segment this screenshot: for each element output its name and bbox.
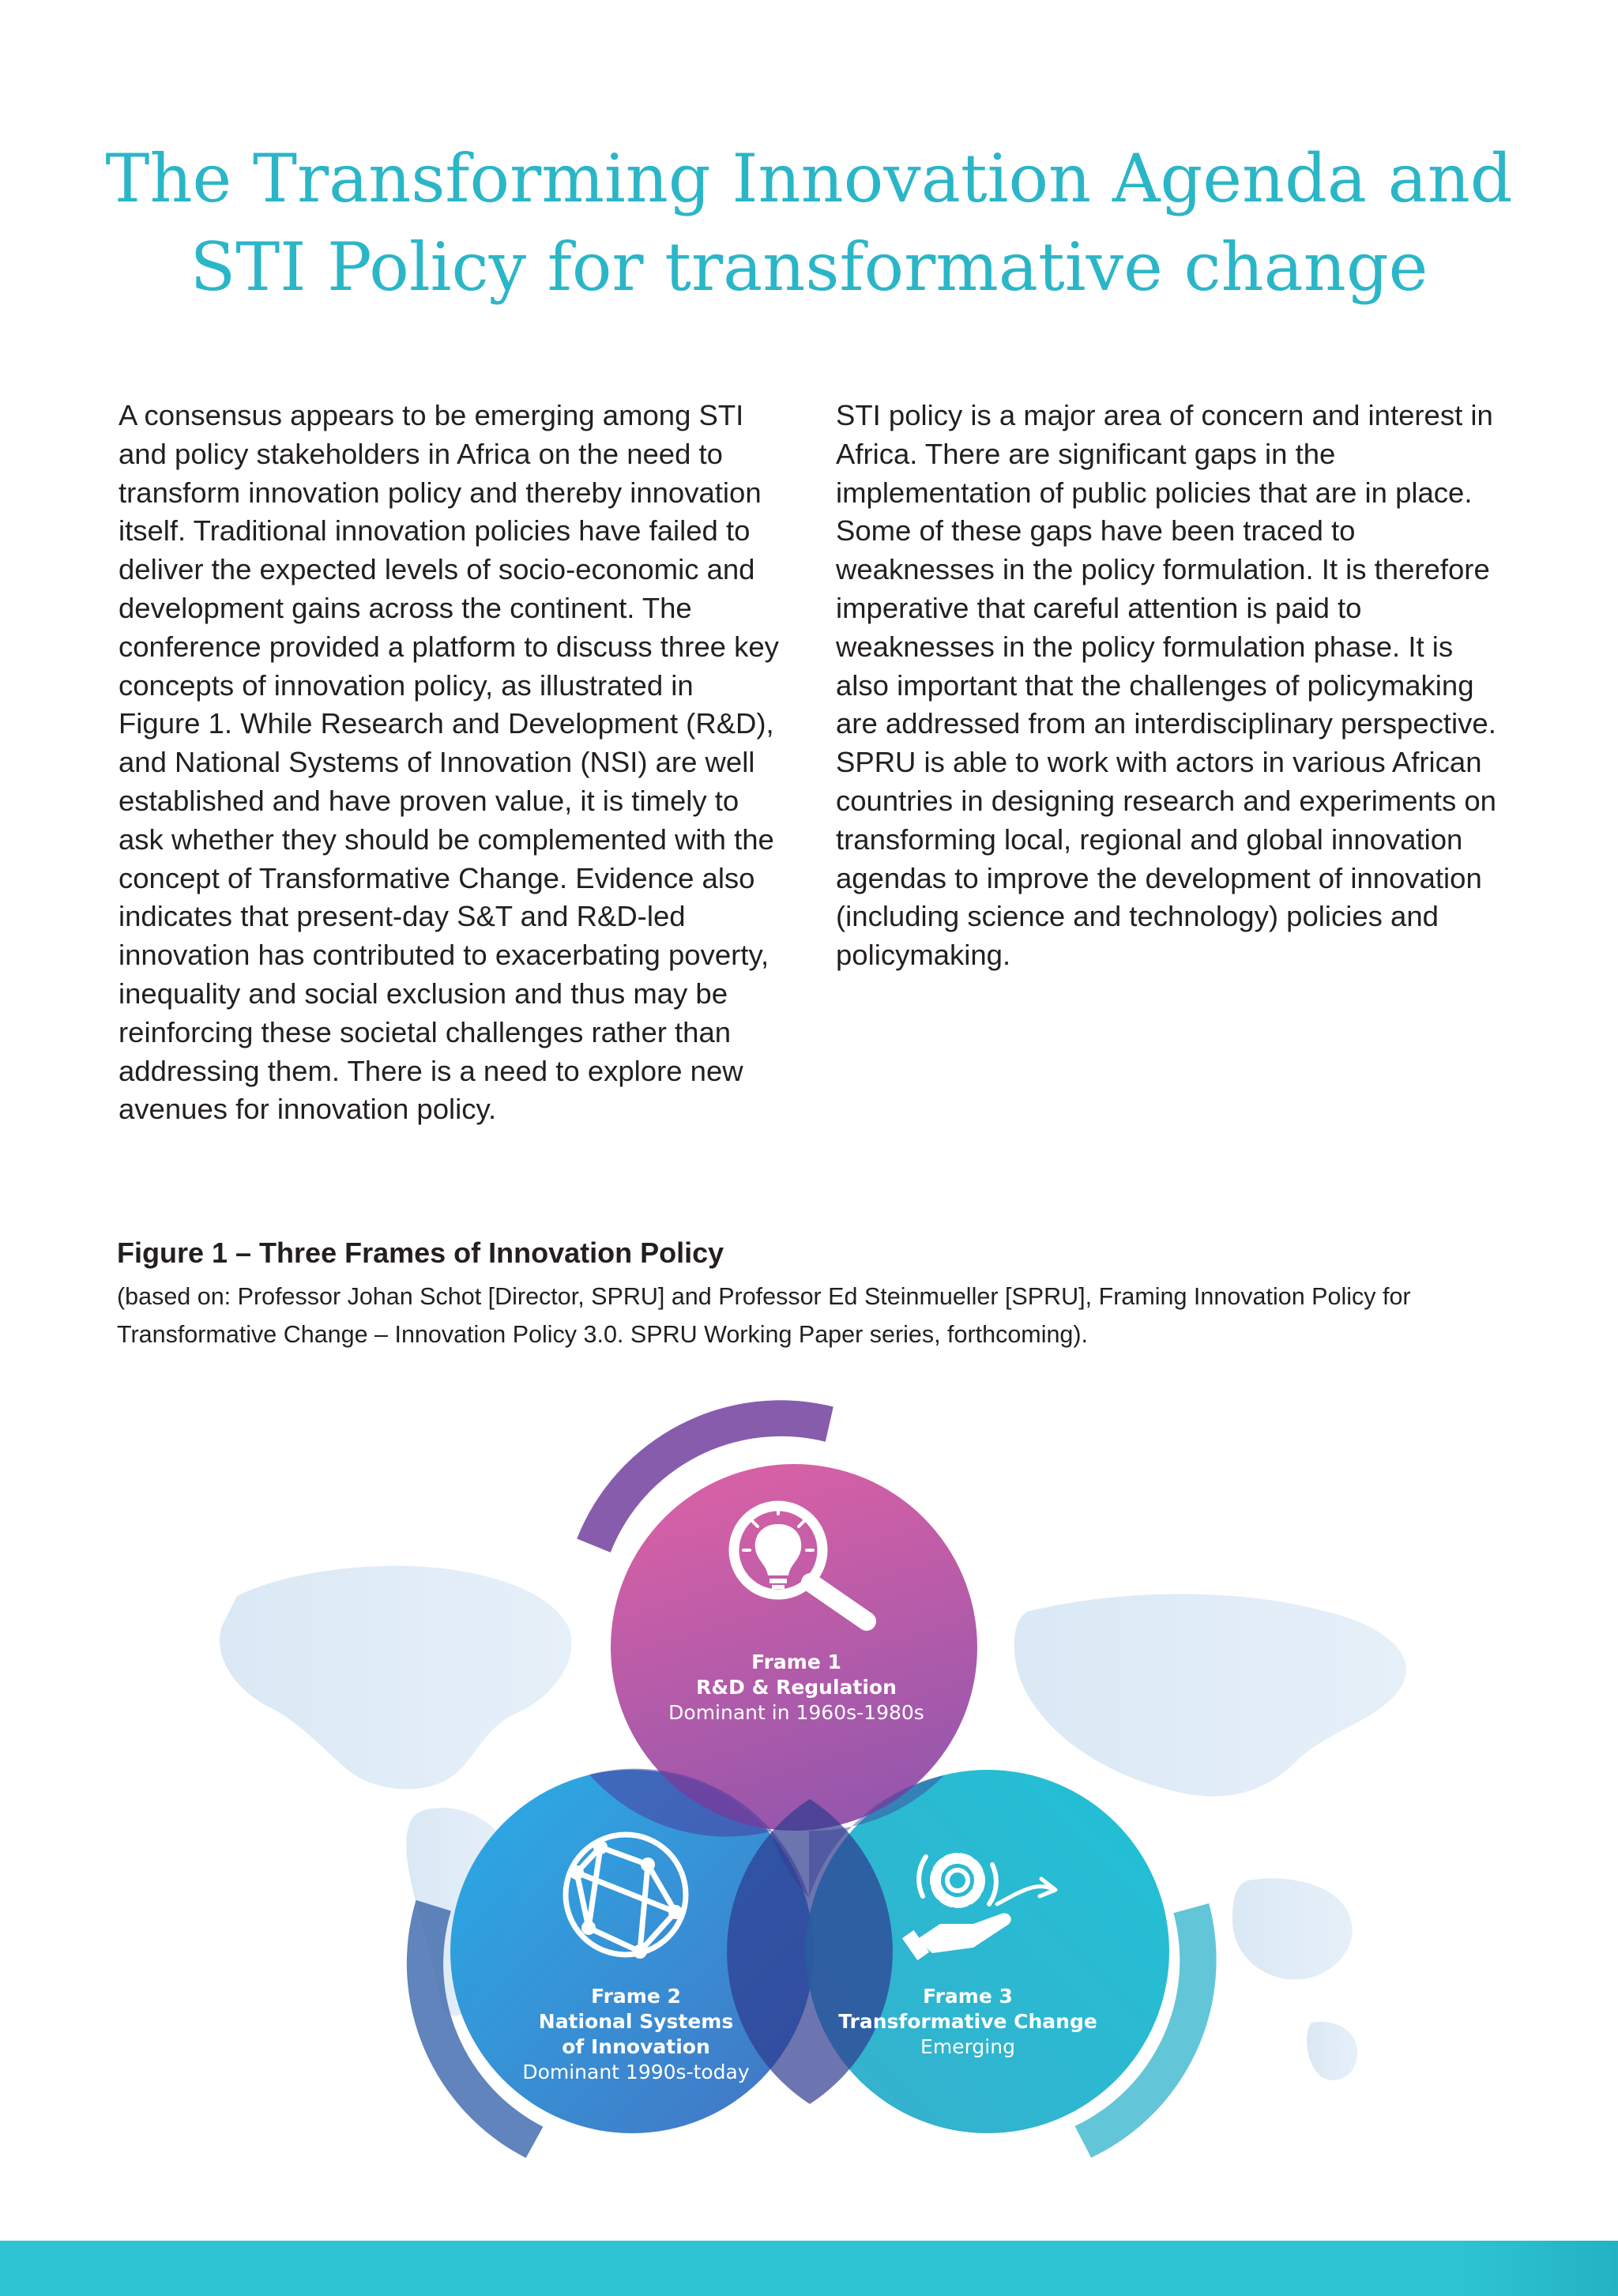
body-text-left: A consensus appears to be emerging among STI and policy stakeholders in Africa on the need to transform innovation policy and thereby innovation itself. Traditional innovation policies have failed to deliver the expected levels of socio-economic and development gains across the continent. The conference provided a platform to discuss three key concepts of innovation policy, as illustrated in Figure 1. While Research and Development (R&D), and National Systems of Innovation (NSI) are well established and have proven value, it is timely to ask whether they should be complemented with the concept of Transformative Change. Evidence also indicates that present-day S&T and R&D-led innovation has contributed to exacerbating poverty, inequality and social exclusion and thus may be reinforcing these societal challenges rather than addressing them. There is a need to explore new avenues for innovation policy. <box>119 399 779 1126</box>
frame-1-period: Dominant in 1960s-1980s <box>668 1701 924 1724</box>
frame-2-name-line-2: of Innovation <box>562 2035 710 2058</box>
page-title-line-1: The Transforming Innovation Agenda and <box>105 140 1513 217</box>
body-text-right: STI policy is a major area of concern and interest in Africa. There are significant gaps in the implementation of public policies that are in place. Some of these gaps have been traced to weaknesses in the policy formulation. It is therefore imperative that careful attention is paid to weaknesses in the policy formulation phase. It is also important that the challenges of policymaking are addressed from an interdisciplinary perspective. SPRU is able to work with actors in various African countries in designing research and experiments on transforming local, regional and global innovation agendas to improve the development of innovation (including science and technology) policies and policymaking. <box>836 399 1496 972</box>
page-title-line-2: STI Policy for transformative change <box>190 228 1428 306</box>
page-title <box>0 134 1618 311</box>
frame-3-label: Frame 3 <box>923 1985 1013 2008</box>
three-frames-diagram <box>0 1359 1618 2228</box>
figure-title: Figure 1 – Three Frames of Innovation Policy <box>117 1236 724 1269</box>
frame-2-period: Dominant 1990s-today <box>522 2061 750 2083</box>
footer-bar <box>0 2241 1618 2296</box>
frame-1-label: Frame 1 <box>751 1650 841 1673</box>
frame-2-label: Frame 2 <box>591 1985 681 2008</box>
frame-3-name: Transformative Change <box>838 2010 1097 2033</box>
frame-2-name-line-1: National Systems <box>538 2010 734 2033</box>
frame-3-period: Emerging <box>920 2035 1015 2058</box>
figure-caption: (based on: Professor Johan Schot [Director, SPRU] and Professor Ed Steinmueller [SPRU], Framing Innovation Policy for Transformative Change – Innovation Policy 3.0. SPRU Working Paper series, forthcoming). <box>117 1283 1411 1348</box>
frame-1-name: R&D & Regulation <box>696 1676 897 1699</box>
